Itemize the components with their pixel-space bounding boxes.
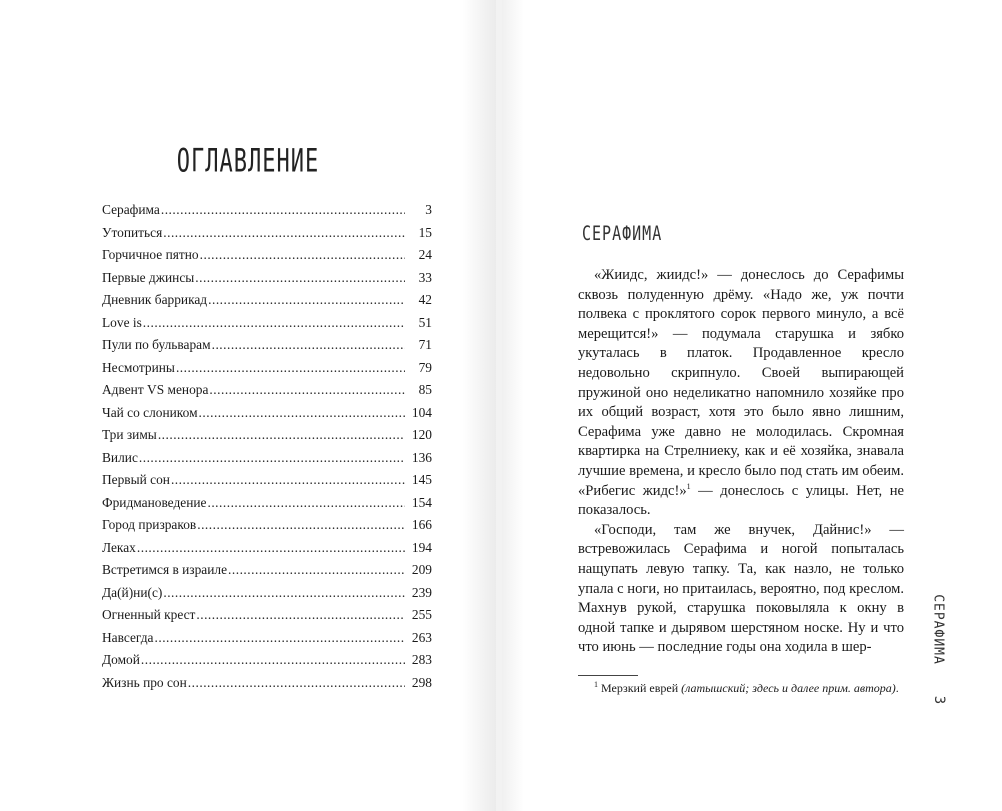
paragraph-2: «Господи, там же внучек, Дайнис!» — встревожилась Серафима и ногой попыталась нащупать левую тапку. Та, как назло, не только упала с ноги, но притаилась, вероятно, под креслом. Махнув рукой, старушка поковыляла к окну в одной тапке и дырявом шерстяном носке. Ну и что что июнь — последние годы она ходила в шер- — [578, 521, 904, 656]
toc-entry-page: 51 — [418, 314, 432, 330]
toc-leader-dots — [188, 675, 405, 691]
toc-entry-title: Домой — [102, 652, 140, 667]
toc-leader-dots — [141, 652, 405, 668]
toc-entry[interactable] — [102, 247, 432, 270]
toc-leader-dots — [196, 607, 405, 623]
toc-entry-page: 33 — [418, 269, 432, 285]
toc-heading: ОГЛАВЛЕНИЕ — [176, 144, 320, 181]
toc-leader-dots — [176, 360, 405, 376]
toc-entry-title: Встретимся в израиле — [102, 562, 228, 577]
toc-entry-page: 3 — [425, 202, 432, 217]
toc-leader-dots — [200, 247, 405, 263]
running-head-title: СЕРАФИМА — [930, 594, 946, 665]
toc-entry[interactable] — [102, 382, 432, 405]
toc-entry-title: Город призраков — [102, 517, 197, 532]
toc-entry[interactable] — [102, 652, 432, 675]
toc-entry-page: 42 — [418, 292, 432, 307]
toc-entry-page: 104 — [411, 404, 432, 420]
toc-entry-page: 283 — [411, 652, 432, 667]
toc-entry[interactable] — [102, 585, 432, 608]
table-of-contents — [102, 202, 432, 697]
toc-entry-title: Утопиться — [102, 224, 163, 240]
footnote-divider — [578, 675, 638, 676]
toc-entry[interactable] — [102, 202, 432, 225]
toc-entry-title: Первый сон — [102, 472, 170, 487]
toc-entry[interactable] — [102, 427, 432, 450]
toc-leader-dots — [171, 472, 405, 488]
paragraph-1-text-b: — донеслось с улицы. Нет, не показалось. — [578, 482, 904, 519]
running-head — [930, 594, 947, 720]
toc-entry-title: Да(й)ни(с) — [102, 584, 163, 600]
toc-entry-page: 239 — [411, 584, 432, 600]
toc-entry-page: 263 — [411, 629, 432, 645]
toc-entry-page: 71 — [418, 337, 432, 352]
toc-entry[interactable] — [102, 495, 432, 518]
toc-entry[interactable] — [102, 472, 432, 495]
gutter-shadow-left — [462, 0, 496, 811]
toc-leader-dots — [228, 562, 405, 578]
footnote — [578, 680, 904, 696]
toc-entry-page: 145 — [411, 472, 432, 487]
toc-leader-dots — [195, 270, 405, 286]
toc-entry[interactable] — [102, 607, 432, 630]
toc-entry-title: Горчичное пятно — [102, 247, 199, 262]
toc-entry-title: Love is — [102, 314, 142, 330]
toc-leader-dots — [207, 495, 405, 511]
toc-entry-title: Дневник баррикад — [102, 292, 208, 307]
toc-leader-dots — [158, 427, 405, 443]
toc-entry[interactable] — [102, 562, 432, 585]
toc-leader-dots — [197, 517, 405, 533]
toc-entry-title: Три зимы — [102, 427, 157, 442]
toc-entry-title: Первые джинсы — [102, 269, 195, 285]
toc-entry[interactable] — [102, 360, 432, 383]
toc-leader-dots — [209, 382, 405, 398]
toc-entry[interactable] — [102, 630, 432, 653]
toc-entry[interactable] — [102, 292, 432, 315]
toc-entry-page: 194 — [411, 539, 432, 555]
toc-entry-title: Вилис — [102, 449, 138, 465]
paragraph-1 — [578, 266, 904, 521]
toc-leader-dots — [199, 405, 405, 421]
toc-entry[interactable] — [102, 405, 432, 428]
toc-entry-title: Серафима — [102, 202, 160, 217]
toc-entry-page: 24 — [418, 247, 432, 262]
toc-leader-dots — [161, 202, 405, 218]
footnote-reference[interactable]: 1 — [686, 481, 691, 491]
toc-entry-title: Леках — [102, 539, 136, 555]
toc-entry-title: Адвент VS менора — [102, 382, 209, 397]
toc-leader-dots — [155, 630, 406, 646]
toc-entry-page: 15 — [418, 224, 432, 240]
toc-leader-dots — [163, 585, 405, 601]
toc-entry-title: Чай со слоником — [102, 404, 198, 420]
gutter-shadow-right — [502, 0, 524, 811]
toc-entry-title: Огненный крест — [102, 607, 196, 622]
toc-entry[interactable] — [102, 517, 432, 540]
footnote-italic: (латышский; здесь и далее прим. автора) — [681, 681, 896, 695]
toc-leader-dots — [137, 540, 405, 556]
toc-entry[interactable] — [102, 540, 432, 563]
right-page — [502, 0, 1002, 811]
toc-leader-dots — [163, 225, 405, 241]
toc-entry-page: 79 — [418, 359, 432, 375]
toc-entry-page: 166 — [411, 517, 432, 532]
toc-entry-page: 120 — [411, 427, 432, 442]
toc-leader-dots — [208, 292, 405, 308]
toc-entry-page: 136 — [411, 449, 432, 465]
toc-entry-title: Фридмановедение — [102, 494, 207, 510]
page-number: 3 — [931, 695, 947, 705]
toc-entry-page: 154 — [411, 494, 432, 510]
chapter-body — [578, 266, 904, 658]
toc-entry-title: Пули по бульварам — [102, 337, 211, 352]
chapter-title: СЕРАФИМА — [582, 222, 663, 246]
toc-entry-page: 255 — [411, 607, 432, 622]
toc-leader-dots — [139, 450, 405, 466]
toc-entry-page: 209 — [411, 562, 432, 577]
footnote-text: Мерзкий еврей — [601, 681, 679, 695]
toc-leader-dots — [143, 315, 405, 331]
left-page — [0, 0, 496, 811]
footnote-end: . — [895, 681, 899, 695]
toc-entry-title: Навсегда — [102, 629, 154, 645]
toc-entry-title: Жизнь про сон — [102, 674, 187, 690]
footnote-mark: 1 — [594, 680, 598, 689]
toc-entry[interactable] — [102, 225, 432, 248]
toc-entry[interactable] — [102, 675, 432, 698]
toc-entry[interactable] — [102, 270, 432, 293]
toc-entry[interactable] — [102, 337, 432, 360]
toc-entry-page: 85 — [418, 382, 432, 397]
toc-entry-title: Несмотрины — [102, 359, 175, 375]
toc-leader-dots — [212, 337, 405, 353]
toc-entry[interactable] — [102, 315, 432, 338]
toc-entry[interactable] — [102, 450, 432, 473]
toc-entry-page: 298 — [411, 674, 432, 690]
paragraph-1-text-a: «Жиидс, жиидс!» — донеслось до Серафимы сквозь полуденную дрёму. «Надо же, уж почти полвека с проклятого сорок первого минуло, а всё мерещится!» — подумала старушка и зябко укуталась в платок. Продавленное кресло недовольно скрипнуло. Своей выпирающей пружиной оно неделикатно напомнило хозяйке про их общий возраст, хотя это было явно лишним, Серафима уже давно не молодилась. Скромная квартирка на Стрелниеку, как и её хозяйка, знавала лучшие времена, и кресло было под стать им обеим. «Рибегиc жидс!» — [578, 267, 904, 499]
